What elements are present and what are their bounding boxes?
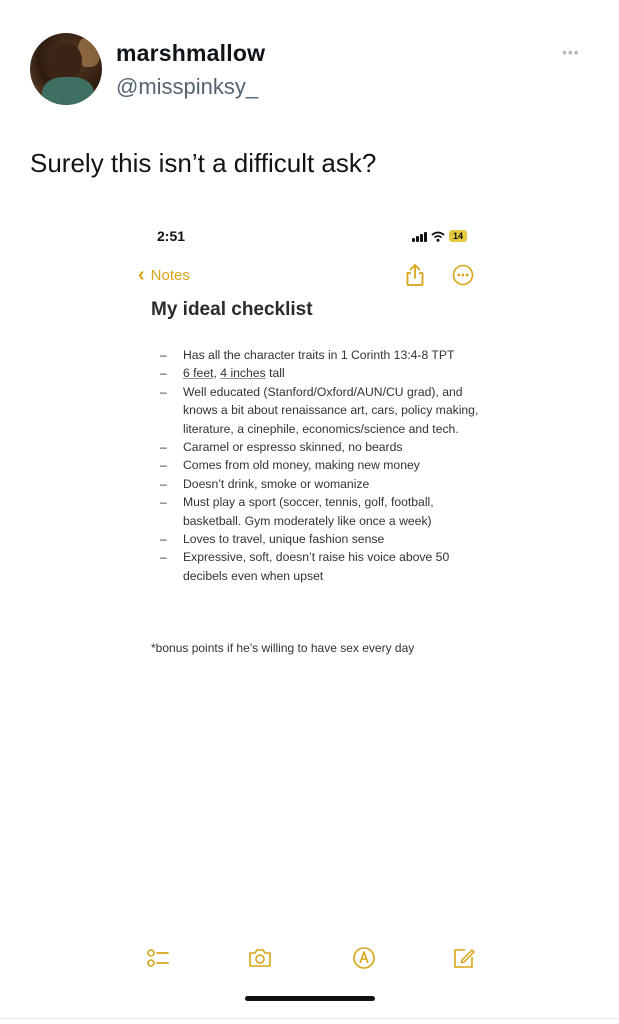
height-feet: 6 feet <box>183 366 214 381</box>
markup-icon[interactable] <box>352 946 376 970</box>
list-item: – Doesn’t drink, smoke or womanize <box>160 476 370 491</box>
checklist <box>160 346 480 585</box>
compose-icon[interactable] <box>452 946 476 970</box>
back-to-notes-button[interactable] <box>138 265 190 285</box>
note-title: My ideal checklist <box>151 299 313 320</box>
tweet-text: Surely this isn’t a difficult ask? <box>30 148 377 178</box>
list-item: – 6 feet, 4 inches tall <box>160 366 285 381</box>
avatar[interactable] <box>30 33 102 105</box>
back-label: Notes <box>150 266 190 284</box>
list-item: – Must play a sport (soccer, tennis, golf, football, basketball. Gym moderately like once a week) <box>160 495 434 528</box>
attached-screenshot[interactable] <box>130 215 490 1015</box>
checklist-icon[interactable] <box>146 946 170 970</box>
divider <box>0 1018 619 1019</box>
status-time: 2:51 <box>157 228 186 244</box>
share-icon[interactable] <box>404 263 426 287</box>
chevron-left-icon: ‹ <box>138 264 145 286</box>
battery-badge: 14 <box>449 230 467 242</box>
bonus-note: *bonus points if he’s willing to have sex every day <box>151 641 415 655</box>
list-item: – Expressive, soft, doesn’t raise his voice above 50 decibels even when upset <box>160 550 450 583</box>
wifi-icon <box>431 231 445 242</box>
camera-icon[interactable] <box>248 946 272 970</box>
more-options-icon[interactable]: ••• <box>562 44 580 60</box>
list-item: – Well educated (Stanford/Oxford/AUN/CU grad), and knows a bit about renaissance art, cars, policy making, literature, a cinephile, economics/science and tech. <box>160 384 479 436</box>
status-icons <box>412 229 467 243</box>
user-handle[interactable]: @misspinksy_ <box>116 74 259 99</box>
ellipsis-circle-icon[interactable] <box>452 264 474 286</box>
list-item: – Loves to travel, unique fashion sense <box>160 532 385 547</box>
list-item: – Comes from old money, making new money <box>160 458 420 473</box>
signal-icon <box>412 231 427 242</box>
home-indicator[interactable] <box>245 996 375 1001</box>
display-name[interactable]: marshmallow <box>116 40 266 66</box>
list-item: – Has all the character traits in 1 Corinth 13:4-8 TPT <box>160 348 455 362</box>
list-item: – Caramel or espresso skinned, no beards <box>160 440 403 455</box>
height-inches: 4 inches <box>220 366 266 381</box>
